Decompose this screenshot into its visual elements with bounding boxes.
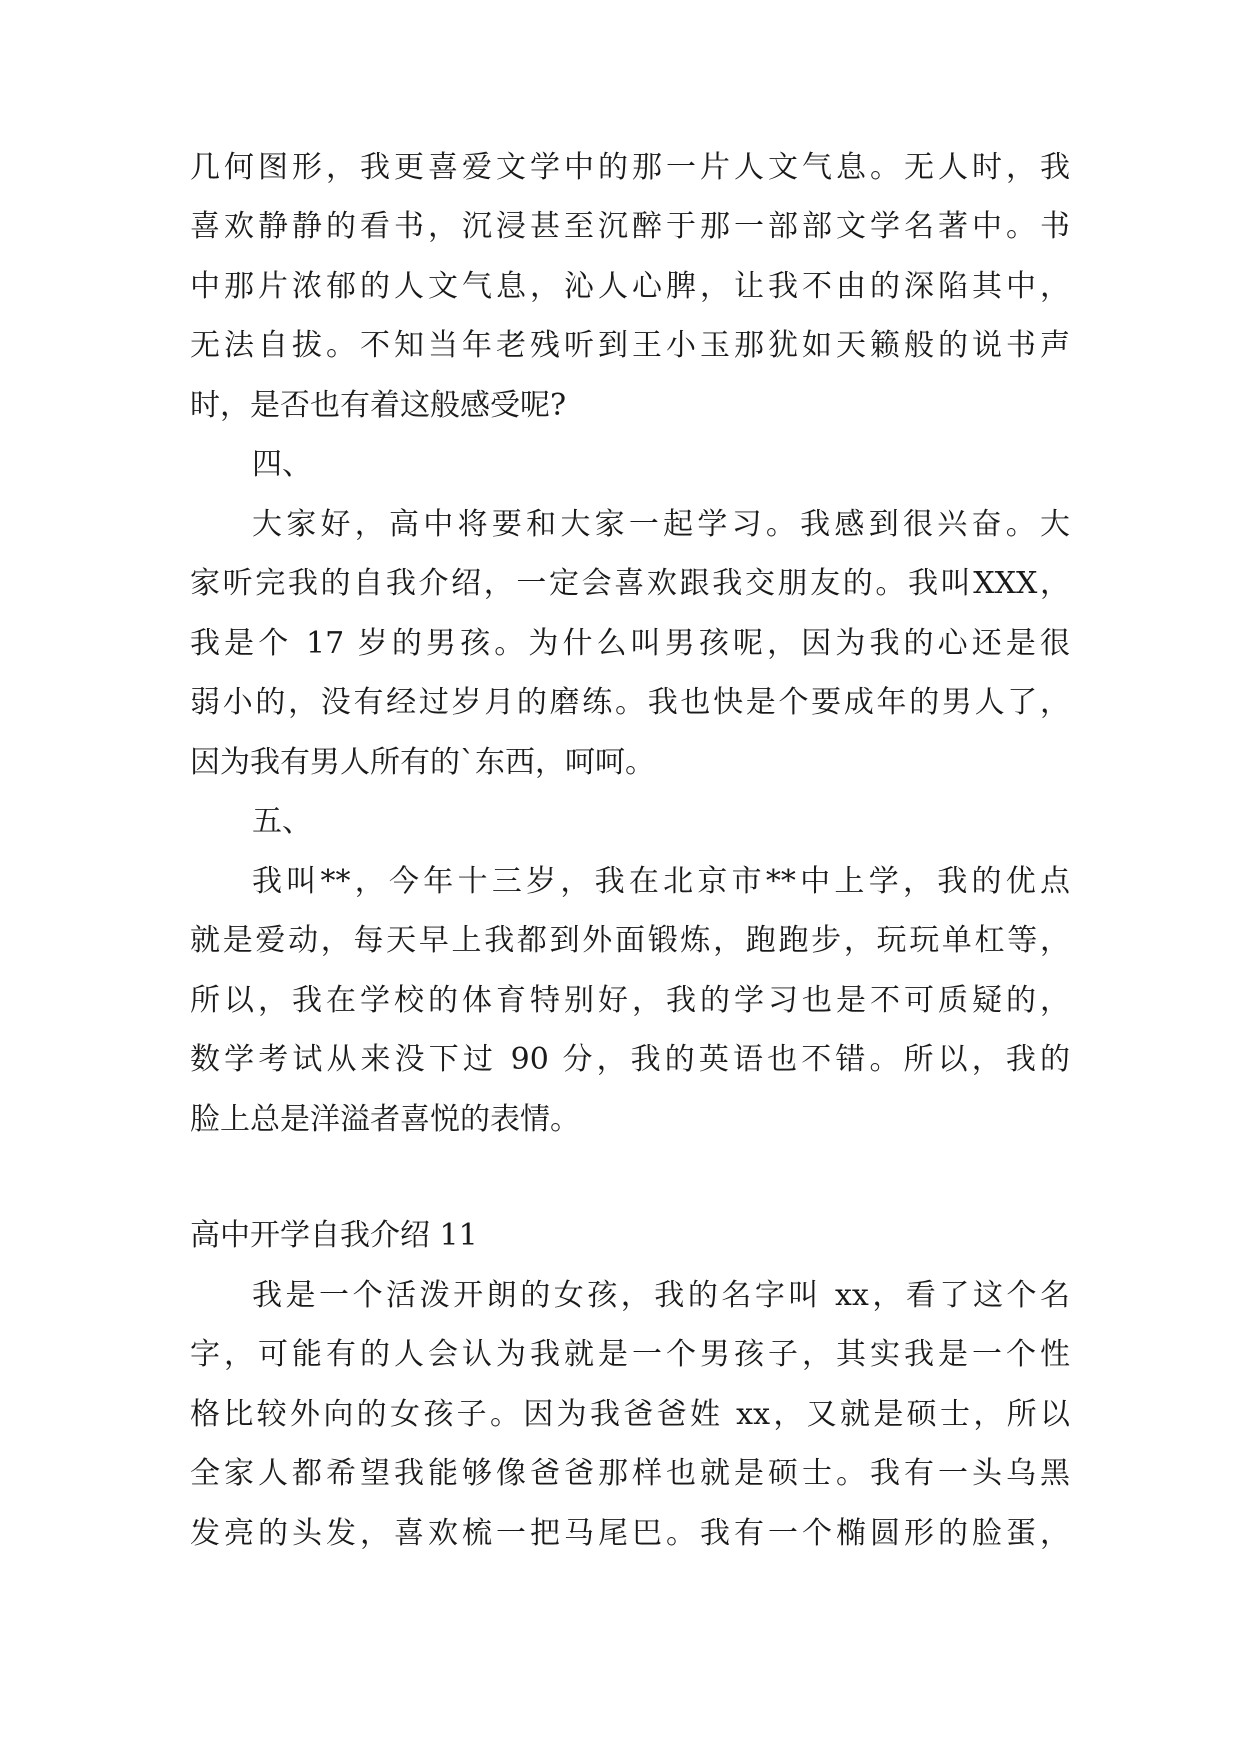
paragraph-line: 弱小的，没有经过岁月的磨练。我也快是个要成年的男人了， [190,685,1070,720]
paragraph-line: 所以，我在学校的体育特别好，我的学习也是不可质疑的， [190,983,1070,1018]
paragraph-line: 几何图形，我更喜爱文学中的那一片人文气息。无人时，我 [190,150,1070,185]
paragraph-line: 就是爱动，每天早上我都到外面锻炼，跑跑步，玩玩单杠等， [190,923,1070,958]
section-heading: 五、 [252,804,312,839]
paragraph-line: 数学考试从来没下过 90 分，我的英语也不错。所以，我的 [190,1042,1070,1077]
paragraph-line: 无法自拔。不知当年老残听到王小玉那犹如天籁般的说书声 [190,328,1070,363]
paragraph-line: 大家好，高中将要和大家一起学习。我感到很兴奋。大 [252,507,1070,542]
paragraph-line: 喜欢静静的看书，沉浸甚至沉醉于那一部部文学名著中。书 [190,209,1070,244]
section-heading: 四、 [252,447,312,482]
paragraph-line: 中那片浓郁的人文气息，沁人心脾，让我不由的深陷其中， [190,269,1070,304]
paragraph-line: 我是个 17 岁的男孩。为什么叫男孩呢，因为我的心还是很 [190,626,1070,661]
paragraph-line: 字，可能有的人会认为我就是一个男孩子，其实我是一个性 [190,1337,1070,1372]
section-title: 高中开学自我介绍 11 [190,1218,478,1253]
paragraph-line: 发亮的头发，喜欢梳一把马尾巴。我有一个椭圆形的脸蛋， [190,1516,1070,1551]
paragraph-line: 因为我有男人所有的`东西，呵呵。 [190,745,655,780]
paragraph-line: 我是一个活泼开朗的女孩，我的名字叫 xx，看了这个名 [252,1278,1070,1313]
paragraph-line: 脸上总是洋溢者喜悦的表情。 [190,1102,580,1137]
paragraph-line: 格比较外向的女孩子。因为我爸爸姓 xx，又就是硕士，所以 [190,1397,1070,1432]
paragraph-line: 我叫**，今年十三岁，我在北京市**中上学，我的优点 [252,864,1070,899]
paragraph-line: 时，是否也有着这般感受呢? [190,388,567,423]
paragraph-line: 全家人都希望我能够像爸爸那样也就是硕士。我有一头乌黑 [190,1456,1070,1491]
paragraph-line: 家听完我的自我介绍，一定会喜欢跟我交朋友的。我叫XXX， [190,566,1070,601]
